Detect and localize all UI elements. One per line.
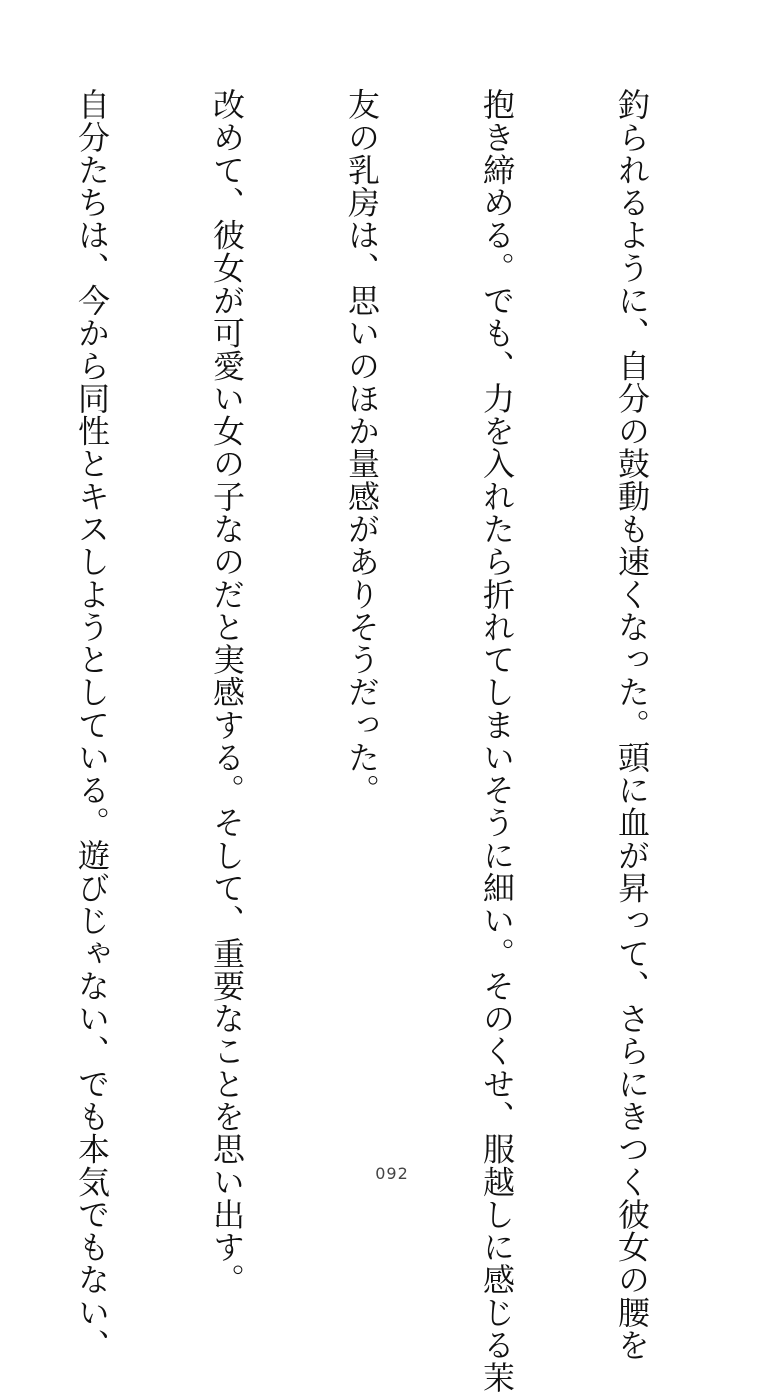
text-line: 釣られるように、自分の鼓動も速くなった。頭に血が昇って、さらにきつく彼女の腰を [613, 88, 651, 1361]
text-line: 自分たちは、今から同性とキスしようとしている。遊びじゃない、でも本気でもない、 [73, 88, 111, 1361]
text-line: 友の乳房は、思いのほか量感がありそうだった。 [343, 88, 381, 807]
page-number: 092 [375, 1164, 409, 1183]
text-line: 改めて、彼女が可愛い女の子なのだと実感する。そして、重要なことを思い出す。 [208, 88, 246, 1296]
text-line: 抱き締める。でも、力を入れたら折れてしまいそうに細い。そのくせ、服越しに感じる茉 [478, 88, 516, 1394]
